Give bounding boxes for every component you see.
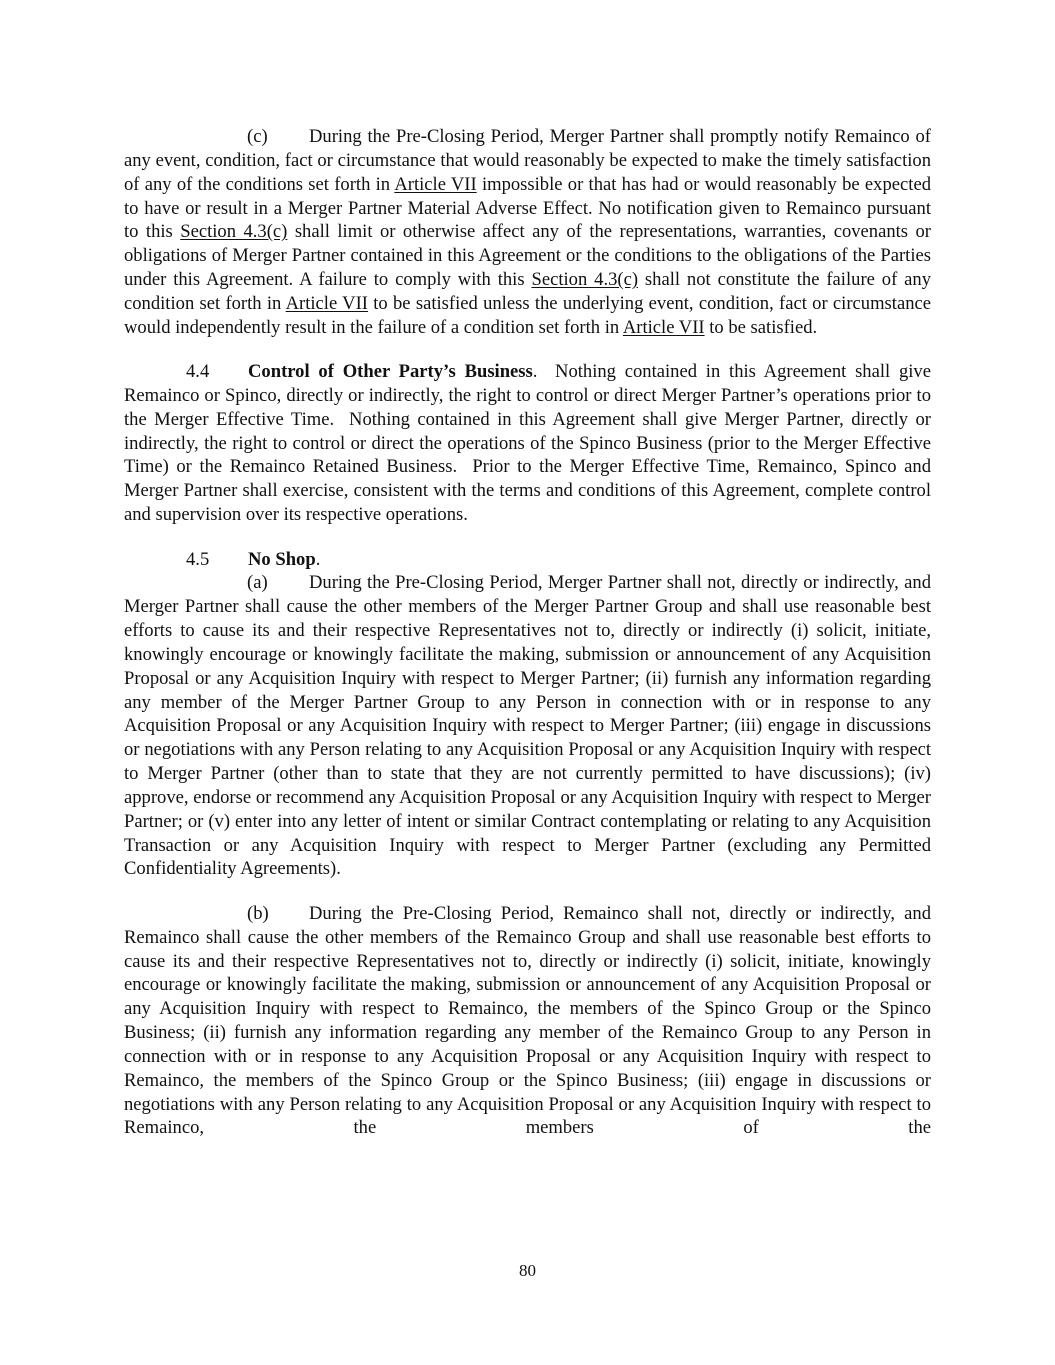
section-4-4: [124, 360, 936, 527]
paragraph-label: (c): [247, 126, 268, 147]
section-heading: Control of Other Party’s Business: [248, 361, 533, 383]
paragraph-text: During the Pre-Closing Period, Remainco shall not, directly or indirectly, and Remainco shall cause the other members of the Remainco Group and shall use reasonable best efforts to cause its and their respective Representatives not to, directly or indirectly (i) solicit, initiate, knowingly encourage or knowingly facilitate the making, submission or announcement of any Acquisition Proposal or any Acquisition Inquiry with respect to Remainco, the members of the Spinco Group or the Spinco Business; (ii) furnish any information regarding any member of the Remainco Group to any Person in connection with or in response to any Acquisition Proposal or any Acquisition Inquiry with respect to Remainco, the members of the Spinco Group or the Spinco Business; (iii) engage in discussions or negotiations with any Person relating to any Acquisition Proposal or any Acquisition Inquiry with respect to Remainco, the members of the: [124, 902, 931, 1139]
paragraph-text: to be satisfied unless the underlying event, condition, fact or circumstance would independently result in the failure of a condition set forth in: [124, 292, 931, 338]
cross-reference: Article VII: [394, 173, 477, 195]
paragraph-4-3-c: [124, 125, 931, 340]
section-number: 4.4: [186, 361, 210, 383]
paragraph-4-5-b: [124, 902, 931, 1140]
cross-reference: Section 4.3(c): [531, 269, 639, 291]
section-body: Nothing contained in this Agreement shall give Remainco or Spinco, directly or indirectly, the right to control or direct Merger Partner’s operations prior to the Merger Effective Time. Nothing contained in this Agreement shall give Merger Partner, directly or indirectly, the right to control or direct the operations of the Spinco Business (prior to the Merger Effective Time) or the Remainco Retained Business. Prior to the Merger Effective Time, Remainco, Spinco and Merger Partner shall exercise, consistent with the terms and conditions of this Agreement, complete control and supervision over its respective operations.: [124, 361, 936, 526]
cross-reference: Section 4.3(c): [180, 221, 288, 243]
paragraph-4-5-a: [124, 571, 931, 881]
cross-reference: Article VII: [622, 316, 705, 338]
section-4-5-heading: [124, 548, 931, 572]
page-content: [124, 125, 936, 1140]
paragraph-text: shall not constitute the failure of any condition set forth in: [124, 269, 931, 314]
section-heading: No Shop: [248, 548, 316, 570]
page-number: 80: [519, 1261, 536, 1280]
section-number: 4.5: [186, 548, 210, 570]
paragraph-text: shall limit or otherwise affect any of the representations, warranties, covenants or obligations of Merger Partner contained in this Agreement or the conditions to the obligations of the Parties under this Agreement. A failure to comply with this: [124, 221, 931, 291]
paragraph-text: During the Pre-Closing Period, Merger Partner shall not, directly or indirectly, and Merger Partner shall cause the other members of the Merger Partner Group and shall use reasonable best efforts to cause its and their respective Representatives not to, directly or indirectly (i) solicit, initiate, knowingly encourage or knowingly facilitate the making, submission or announcement of any Acquisition Proposal or any Acquisition Inquiry with respect to Merger Partner; (ii) furnish any information regarding any member of the Merger Partner Group to any Person in connection with or in response to any Acquisition Proposal or any Acquisition Inquiry with respect to Merger Partner; (iii) engage in discussions or negotiations with any Person relating to any Acquisition Proposal or any Acquisition Inquiry with respect to Merger Partner (other than to state that they are not currently permitted to have discussions); (iv) approve, endorse or recommend any Acquisition Proposal or any Acquisition Inquiry with respect to Merger Partner; or (v) enter into any letter of intent or similar Contract contemplating or relating to any Acquisition Transaction or any Acquisition Inquiry with respect to Merger Partner (excluding any Permitted Confidentiality Agreements).: [124, 572, 931, 880]
heading-period: .: [315, 548, 321, 570]
paragraph-text: During the Pre-Closing Period, Merger Partner shall promptly notify Remainco of any event, condition, fact or circumstance that would reasonably be expected to make the timely satisfaction of any of the conditions set forth in: [124, 126, 931, 195]
paragraph-label: (b): [247, 902, 269, 924]
paragraph-text: impossible or that has had or would reasonably be expected to have or result in a Merger Partner Material Adverse Effect. No notification given to Remainco pursuant to this: [124, 173, 931, 243]
cross-reference: Article VII: [285, 292, 368, 314]
heading-period: .: [532, 361, 538, 383]
paragraph-text: to be satisfied.: [704, 316, 818, 338]
paragraph-label: (a): [247, 572, 268, 594]
